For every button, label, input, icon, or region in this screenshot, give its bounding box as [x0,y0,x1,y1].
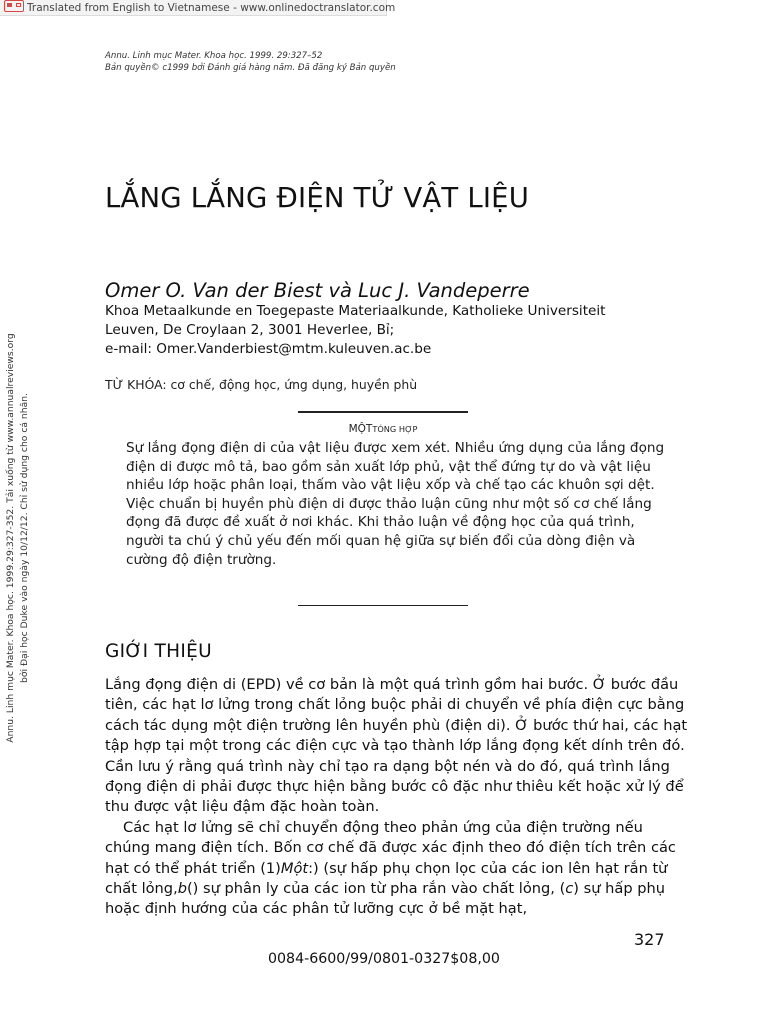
translator-banner-text: Translated from English to Vietnamese - www.onlinedoctranslator.com [27,2,396,14]
body-line: Lắng đọng điện di (EPD) về cơ bản là một quá trình gồm hai bước. Ở bước đầu [105,676,679,693]
body-emphasis: c [565,880,574,898]
abstract-heading-prefix: MỘT [348,423,373,435]
author-list: Omer O. Van der Biest và Luc J. Vandeperre [105,279,530,302]
journal-citation: Annu. Linh mục Mater. Khoa học. 1999. 29:327–52 [105,51,323,61]
body-fragment: ) sự hấp phụ [573,880,665,898]
body-line: cách tác dụng một điện trường lên huyền phù (điện di). Ở bước thứ hai, các hạt [105,716,688,734]
abstract-bottom-rule [298,605,468,606]
body-fragment: () sự phân ly của các ion từ pha rắn vào chất lỏng, ( [186,880,566,898]
body-line [105,859,735,879]
paper-title: LẮNG LẮNG ĐIỆN TỬ VẬT LIỆU [105,182,530,214]
side-download-note [4,318,44,758]
body-line: chúng mang điện tích. Bốn cơ chế đã được xác định theo đó điện tích trên các [105,839,676,857]
body-line: tiên, các hạt lơ lửng trong chất lỏng buộc phải di chuyển về phía điện cực bằng [105,696,685,714]
abstract-line: đọng đã được đề xuất ở nơi khác. Khi thảo luận về động học của quá trình, [126,514,635,531]
translator-logo-icon [4,0,24,12]
translator-banner[interactable] [0,0,396,16]
body-fragment: :) (sự hấp phụ chọn lọc của các ion lên hạt rắn từ [308,859,668,877]
body-line: đọng điện di phải được thực hiện bằng bước cô đặc như thiêu kết hoặc xử lý để [105,778,684,796]
abstract-heading [298,423,468,435]
issn-price-line: 0084-6600/99/0801-0327$08,00 [268,951,500,967]
abstract-line: Việc chuẩn bị huyền phù điện di được thảo luận cũng như một số cơ chế lắng [126,495,652,512]
body-fragment: chất lỏng, [105,880,178,898]
side-note-line-2: bởi Đại học Duke vào ngày 10/12/12. Chỉ sử dụng cho cá nhân. [19,393,30,683]
body-line: hoặc định hướng của các phân tử lưỡng cực ở bề mặt hạt, [105,900,528,918]
body-text [105,675,735,920]
abstract-line: cường độ điện trường. [126,551,277,568]
body-line: Cần lưu ý rằng quá trình này chỉ tạo ra dạng bột nén và do đó, quá trình lắng [105,757,670,775]
body-line: thu được vật liệu đậm đặc hoàn toàn. [105,798,380,816]
page-number: 327 [634,930,665,949]
abstract-line: người ta chú ý chủ yếu đến mối quan hệ giữa sự biến đổi của dòng điện và [126,532,636,549]
body-line: Các hạt lơ lửng sẽ chỉ chuyển động theo phản ứng của điện trường nếu [123,818,643,836]
affiliation-line-2: Leuven, De Croylaan 2, 3001 Heverlee, Bỉ; [105,322,395,338]
body-emphasis: b [177,880,187,898]
abstract-top-rule [298,411,468,413]
abstract-line: nhiều lớp hoặc phân loại, thấm vào vật liệu xốp và chế tạo các khuôn sợi dệt. [126,477,655,494]
body-line [105,879,735,899]
body-fragment: hạt có thể phát triển (1) [105,859,281,877]
abstract-heading-rest: TÓNG HỢP [372,424,418,434]
keywords-line: TỪ KHÓA: cơ chế, động học, ứng dụng, huyền phù [105,377,418,392]
author-email: e-mail: Omer.Vanderbiest@mtm.kuleuven.ac.be [105,341,432,357]
body-line: tập hợp tại một trong các điện cực và tạo thành lớp lắng đọng kết dính trên đó. [105,737,685,755]
affiliation-line-1: Khoa Metaalkunde en Toegepaste Materiaalkunde, Katholieke Universiteit [105,303,606,319]
abstract-line: Sự lắng đọng điện di của vật liệu được xem xét. Nhiều ứng dụng của lắng đọng [126,440,665,456]
copyright-line: Bản quyền© c1999 bởi Đánh giá hàng năm. Đã đăng ký Bản quyền [105,63,396,73]
abstract-body [126,439,726,569]
section-heading-introduction: GIỚI THIỆU [105,641,212,662]
abstract-line: điện di được mô tả, bao gồm sản xuất lớp phủ, vật thể đứng tự do và vật liệu [126,458,651,475]
body-emphasis: Một [280,859,309,877]
side-note-line-1: Annu. Linh mục Mater. Khoa học. 1999.29:327-352. Tải xuống từ www.annualreviews.org [5,333,16,743]
